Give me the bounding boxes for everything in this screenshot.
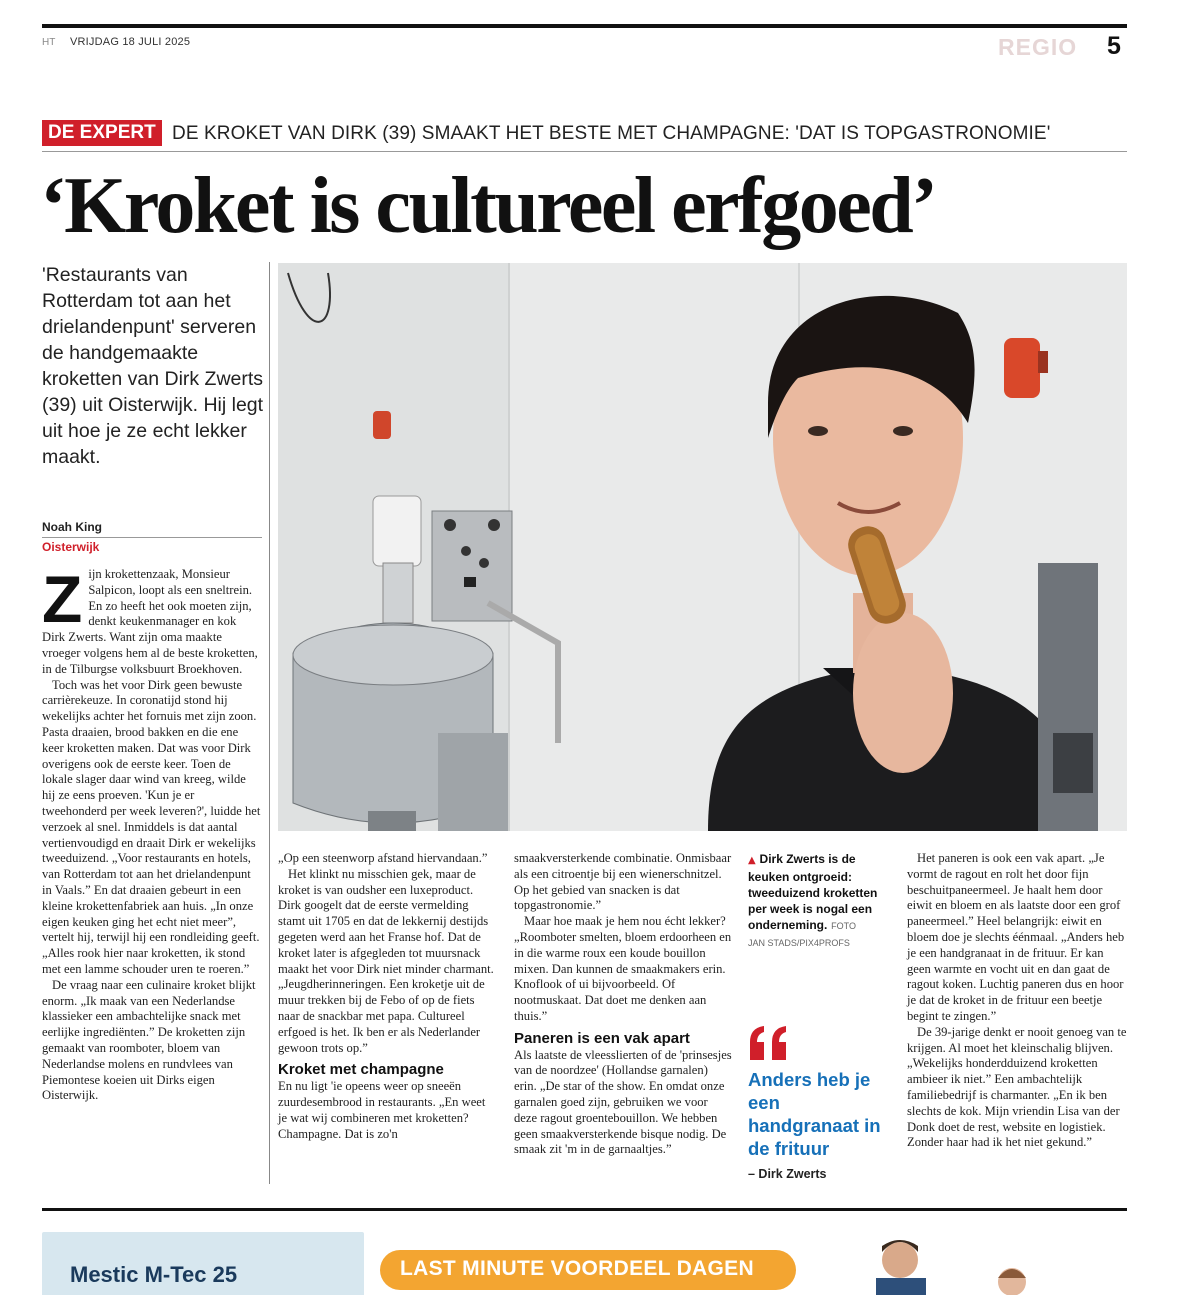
paper-code: HT — [42, 37, 56, 48]
body-paragraph: De 39-jarige denkt er nooit genoeg van te krijgen. Al moet het kleinschalig blijven. „Wekelijks honderdduizend kroketten ambieer ik niet.” Een ambachtelijk familiebedrijf is charmanter. „En ik ben slechts de kok. Mijn vriendin Lisa van der Donk doet de rest, website en logistiek. Zonder haar had ik het niet gekund.” — [907, 1024, 1127, 1150]
kicker-rule — [42, 151, 1127, 152]
issue-date: VRIJDAG 18 JULI 2025 — [70, 36, 191, 48]
body-column-3 — [514, 851, 732, 1158]
headline: ‘Kroket is cultureel erfgoed’ — [40, 162, 936, 250]
advertisement — [42, 1230, 1127, 1295]
caption-text: Dirk Zwerts is de keuken ontgroeid: tweeduizend kroketten per week is nogal een onderneming. — [748, 852, 878, 932]
caption-photo-label: FOTO — [831, 921, 857, 931]
page-number: 5 — [1107, 32, 1121, 60]
subheading-champagne: Kroket met champagne — [278, 1061, 444, 1079]
byline-place: Oisterwijk — [42, 540, 100, 554]
top-rule — [42, 24, 1127, 28]
body-paragraph: ijn krokettenzaak, Monsieur Salpicon, loopt als een sneltrein. En zo heeft het ook moeten zijn, denkt keukenmanager en kok Dirk Zwerts. Want zijn oma maakte vroeger volgens hem al de beste kroketten, in de Tilburgse volksbuurt Broekhoven. — [42, 567, 258, 676]
drop-cap: Z — [42, 562, 83, 636]
subheading-paneren: Paneren is een vak apart — [514, 1029, 690, 1047]
photo-credit: JAN STADS/PIX4PROFS — [748, 938, 850, 948]
body-paragraph: „Op een steenworp afstand hiervandaan.” — [278, 851, 488, 865]
body-paragraph: smaakversterkende combinatie. Onmisbaar als een citroentje bij een wienerschnitzel. Op het gebied van snacken is dat topgastronomie.” — [514, 851, 732, 913]
body-paragraph: Maar hoe maak je hem nou écht lekker? „Roomboter smelten, bloem erdoorheen en in die warme roux een koude bouillon mixen. Dan kunnen de smaakmakers erin. Knoflook of ui bijvoorbeeld. Of nootmuskaat. Dat doet me denken aan thuis.” — [514, 914, 732, 1023]
column-divider — [269, 262, 270, 1184]
body-column-5 — [907, 851, 1127, 1151]
pull-quote: Anders heb je een handgranaat in de frituur — [748, 1069, 881, 1159]
body-paragraph: Toch was het voor Dirk geen bewuste carrièrekeuze. In coronatijd stond hij wekelijks achter het fornuis met zijn zoon. Pasta draaien, brood bakken en die ene keer kroketten maken. Dat was voor Dirk overigens ook de eerste keer. Toen de lokale slager daar wind van kreeg, wilde hij ze eens proeven. 'Kun je er tweehonderd per week leveren?', luidde het verzoek al snel. Inmiddels is dat aantal vertienvoudigd en draait Dirk er wekelijks tweeduizend. „Voor restaurants en hotels, van Rotterdam tot aan het drielandenpunt in Vaals.” En dat draaien gebeurt in een kleine krokettenfabriek aan huis. „In onze eigen keuken ging het echt niet meer”, vertelt hij, terwijl hij een rondleiding geeft. „Alles rook hier naar kroketten, ik stond met een lamme schouder uren te roeren.” — [42, 677, 261, 976]
body-paragraph: Het paneren is ook een vak apart. „Je vormt de ragout en rolt het door fijn beschuitpaneermeel. Je haalt hem door eiwit en bloem en als laatste door een grof paneermeel.” Heel belangrijk: eiwit en bloem doe je slechts éénmaal. „Anders heb je een handgranaat in de frituur. Er kan geen warmte en vocht uit en dan gaat de ragout koken. Luchtig paneren dus en hoor je dat de kroket in de frituur een beetje begint te zingen.” — [907, 851, 1125, 1023]
body-paragraph: De vraag naar een culinaire kroket blijkt enorm. „Ik maak van een Nederlandse klassieker een ambachtelijke snack met eerlijke ingrediënten.” De kroketten zijn gemaakt van roomboter, bloem van Nederlandse molens en rundvlees van Piemontese koeien uit Dirks eigen Oisterwijk. — [42, 977, 256, 1103]
ad-brand: Mestic M-Tec 25 — [70, 1262, 238, 1287]
body-column-1 — [42, 562, 262, 1104]
body-paragraph: Als laatste de vleesslierten of de 'prinsesjes van de noordzee' (Hollandse garnalen) erin. „De star of the show. En omdat onze garnalen goed zijn, gebruiken we voor deze ragout groentebouillon. We hebben geen smaakversterkende bisque nodig. De smaak zit 'm in de garnaaltjes.” — [514, 1047, 732, 1157]
kicker-text: DE KROKET VAN DIRK (39) SMAAKT HET BESTE MET CHAMPAGNE: 'DAT IS TOPGASTRONOMIE' — [172, 123, 1051, 144]
photo-caption — [748, 851, 892, 951]
pull-quote-author: – Dirk Zwerts — [748, 1167, 827, 1181]
body-paragraph: Het klinkt nu misschien gek, maar de kroket is van oudsher een luxeproduct. Dirk googelt dat de eerste vermelding stamt uit 1705 en dat de lekkernij destijds gegeten werd aan het Franse hof. Dat de kroket later is afgegleden tot muursnack maakt het voor Dirk niet minder charmant. „Jeugdherinneringen. Een kroketje uit de muur trekken bij de Febo of op de fiets naar de snackbar met papa. Cultureel erfgoed is het. Ik ben er als Nederlander gewoon trots op.” — [278, 866, 494, 1055]
ad-people-image — [862, 1230, 1102, 1295]
section-label: REGIO — [998, 34, 1078, 60]
byline-author: Noah King — [42, 520, 102, 534]
article-photo — [278, 263, 1127, 831]
intro-text: 'Restaurants van Rotterdam tot aan het drielandenpunt' serveren de handgemaakte kroketten van Dirk Zwerts (39) uit Oisterwijk. Hij legt uit hoe je ze echt lekker maakt. — [42, 264, 264, 468]
quote-mark-icon — [748, 1022, 792, 1066]
caption-arrow-icon: ▲ — [748, 855, 756, 866]
ad-banner-text: LAST MINUTE VOORDEEL DAGEN — [400, 1257, 754, 1280]
bottom-rule — [42, 1208, 1127, 1211]
kicker-label: DE EXPERT — [42, 120, 162, 146]
body-paragraph: En nu ligt 'ie opeens weer op sneeën zuurdesembrood in restaurants. „En weet je wat wij combineren met kroketten? Champagne. Dat is zo'n — [278, 1079, 486, 1141]
byline-rule — [42, 537, 262, 538]
body-column-2 — [278, 851, 496, 1142]
